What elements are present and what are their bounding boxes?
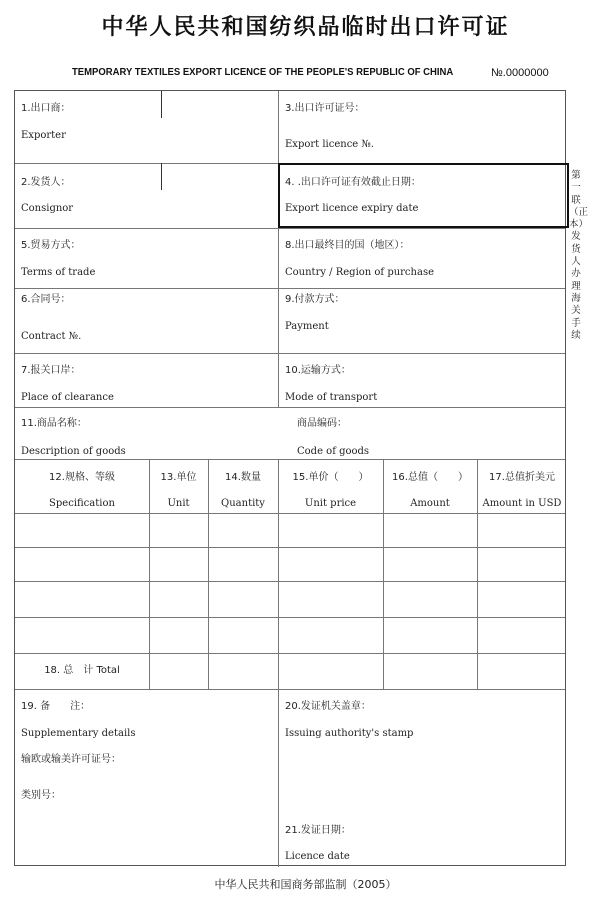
copy-note-vertical: 第一联（正本）发货人办理海关手续 [569, 170, 589, 341]
column-divider [383, 459, 384, 689]
row-divider [15, 228, 565, 229]
footer-issuer: 中华人民共和国商务部监制（2005） [214, 878, 397, 891]
col-header-quantity-cn: 14.数量 [225, 472, 261, 483]
terms-of-trade-label-en: Terms of trade [21, 267, 96, 278]
row-divider [15, 407, 565, 408]
destination-label-en: Country / Region of purchase [285, 267, 434, 278]
row-divider [15, 689, 565, 690]
col-header-unit-price-en: Unit price [304, 498, 357, 509]
row-divider [15, 353, 565, 354]
goods-code-label-en: Code of goods [297, 446, 370, 457]
col-header-unit-cn: 13.单位 [160, 472, 197, 483]
remarks-label-en: Supplementary details [21, 728, 136, 739]
column-divider [208, 459, 209, 689]
consignor-label-en: Consignor [21, 203, 74, 214]
col-header-amount-cn: 16.总值（ ） [392, 472, 468, 483]
expiry-date-label-en: Export licence expiry date [285, 203, 419, 214]
col-header-unit-en: Unit [167, 498, 190, 509]
terms-of-trade-label-cn: 5.贸易方式： [21, 240, 81, 251]
expiry-date-highlight-box [278, 163, 569, 228]
clearance-label-cn: 7.报关口岸： [21, 365, 81, 376]
row-divider [15, 617, 565, 618]
goods-code-label-cn: 商品编码： [297, 418, 347, 429]
col-header-amount-en: Amount [410, 498, 450, 509]
page-title-en: TEMPORARY TEXTILES EXPORT LICENCE OF THE PEOPLE'S REPUBLIC OF CHINA [72, 67, 454, 78]
col-header-spec-en: Specification [49, 498, 115, 509]
column-divider [278, 91, 279, 407]
licence-number: №.0000000 [491, 67, 549, 79]
column-divider [477, 459, 478, 689]
stamp-label-cn: 20.发证机关盖章： [285, 701, 371, 712]
col-header-quantity-en: Quantity [221, 498, 265, 509]
contract-label-cn: 6.合同号： [21, 294, 71, 305]
licence-date-label-en: Licence date [285, 851, 350, 862]
exporter-label-cn: 1.出口商： [21, 103, 71, 114]
licence-form [14, 90, 566, 866]
row-divider [15, 547, 565, 548]
licence-no-label-en: Export licence №. [285, 139, 375, 150]
row-divider [15, 288, 565, 289]
destination-label-cn: 8.出口最终目的国（地区）： [285, 240, 410, 251]
total-label: 18. 总 计 Total [44, 665, 120, 676]
clearance-label-en: Place of clearance [21, 392, 114, 403]
goods-description-label-en: Description of goods [21, 446, 126, 457]
licence-date-label-cn: 21.发证日期： [285, 825, 351, 836]
consignor-label-cn: 2.发货人： [21, 177, 71, 188]
goods-description-label-cn: 11.商品名称： [21, 418, 87, 429]
payment-label-cn: 9.付款方式： [285, 294, 345, 305]
col-header-usd-cn: 17.总值折美元 [489, 472, 555, 483]
row-divider [15, 459, 565, 460]
transport-label-en: Mode of transport [285, 392, 378, 403]
col-header-spec-cn: 12.规格、等级 [49, 472, 115, 483]
field-tick [161, 91, 162, 118]
category-no-label: 类别号： [21, 790, 61, 801]
column-divider [278, 459, 279, 689]
payment-label-en: Payment [285, 321, 329, 332]
row-divider [15, 513, 565, 514]
expiry-date-label-cn: 4. .出口许可证有效截止日期： [285, 177, 421, 188]
column-divider [278, 689, 279, 867]
column-divider [149, 459, 150, 689]
field-tick [161, 163, 162, 190]
col-header-unit-price-cn: 15.单价（ ） [292, 472, 369, 483]
page-title-cn: 中华人民共和国纺织品临时出口许可证 [101, 15, 510, 40]
row-divider [15, 581, 565, 582]
licence-no-label-cn: 3.出口许可证号： [285, 103, 365, 114]
eu-us-licence-label: 输欧或输美许可证号： [21, 754, 121, 765]
transport-label-cn: 10.运输方式： [285, 365, 351, 376]
exporter-label-en: Exporter [21, 130, 66, 141]
row-divider [15, 653, 565, 654]
stamp-label-en: Issuing authority's stamp [285, 728, 414, 739]
col-header-usd-en: Amount in USD [482, 498, 562, 509]
remarks-label-cn: 19. 备 注： [21, 701, 91, 712]
contract-label-en: Contract №. [21, 331, 82, 342]
